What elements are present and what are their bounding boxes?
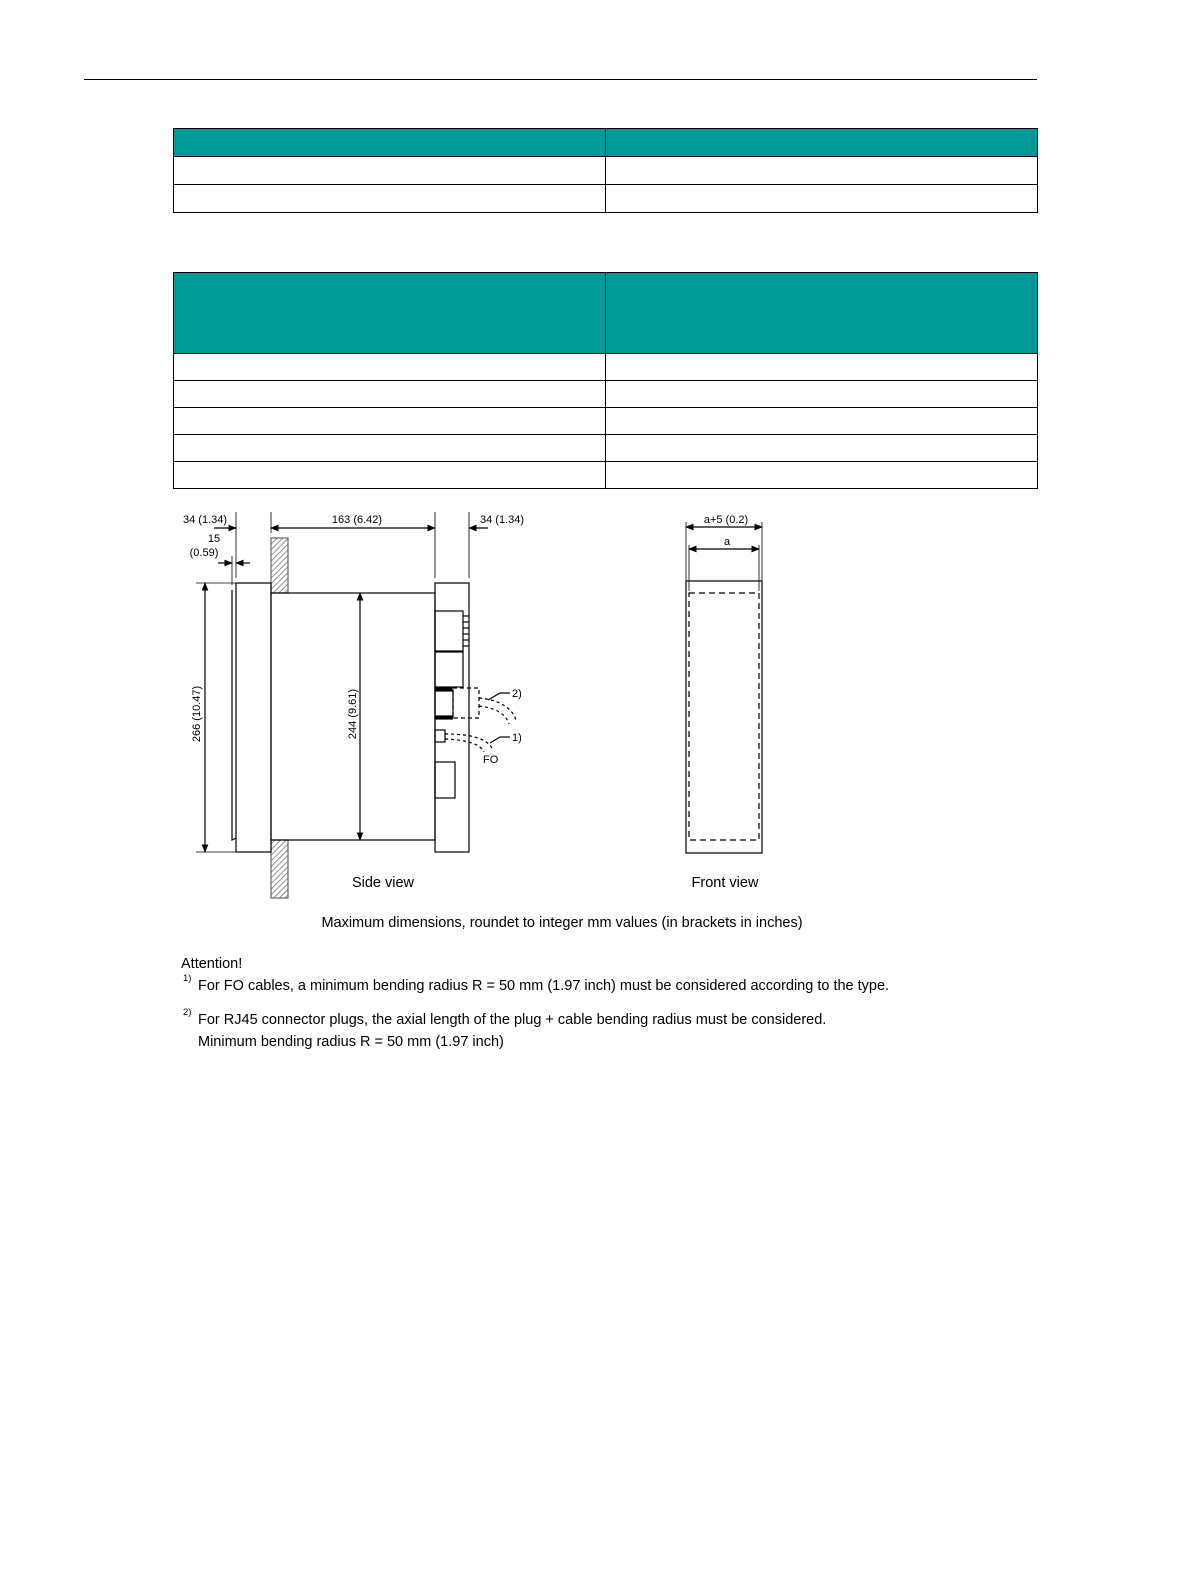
dim-label-front-inner: a	[723, 536, 731, 548]
callout-leader-2	[488, 693, 500, 700]
front-view-label: Front view	[691, 875, 759, 891]
terminal-module	[435, 762, 455, 798]
note-2-marker: 2)	[183, 1007, 192, 1018]
dim-label-height-inner: 244 (9.61)	[347, 688, 359, 740]
front-view	[686, 522, 762, 853]
notes-block	[181, 953, 889, 1053]
terminal-module	[435, 652, 463, 687]
panel-cutout-outer	[686, 581, 762, 853]
dim-label-middle: 163 (6.42)	[331, 514, 383, 526]
note-1	[181, 975, 889, 997]
dim-label-height-outer: 266 (10.47)	[191, 685, 203, 743]
panel-wall-bottom	[271, 840, 288, 898]
rj45-plug-outline	[453, 688, 479, 718]
dim-label-small-a: 15	[207, 533, 221, 545]
side-view-label: Side view	[351, 875, 415, 891]
panel-wall-top	[271, 538, 288, 593]
panel-cutout-inner	[689, 593, 759, 840]
dim-label-front-outer: a+5 (0.2)	[703, 514, 749, 526]
rj45-port	[435, 690, 453, 718]
fo-port	[435, 730, 445, 742]
note-1-text: For FO cables, a minimum bending radius R = 50 mm (1.97 inch) must be considered according to the type.	[198, 978, 890, 994]
rj45-cable	[479, 698, 516, 720]
figure-caption: Maximum dimensions, roundet to integer mm values (in brackets in inches)	[321, 915, 803, 931]
fo-label: FO	[483, 754, 499, 766]
attention-heading: Attention!	[181, 956, 243, 972]
front-bezel	[236, 583, 271, 852]
note-1-marker: 1)	[183, 973, 192, 984]
dim-label-small-b: (0.59)	[189, 547, 219, 559]
note-2	[181, 1009, 889, 1031]
dim-label-right: 34 (1.34)	[479, 514, 525, 526]
dim-label-left: 34 (1.34)	[182, 514, 228, 526]
note-2-text-line2: Minimum bending radius R = 50 mm (1.97 inch)	[198, 1034, 504, 1050]
callout-label-2: 2)	[512, 688, 522, 700]
front-latch	[232, 812, 236, 840]
terminal-module	[435, 611, 463, 651]
note-2-text: For RJ45 connector plugs, the axial length of the plug + cable bending radius must be considered.	[198, 1012, 827, 1028]
callout-label-1: 1)	[512, 732, 522, 744]
note-2-continued	[181, 1031, 889, 1053]
callout-leader-1	[490, 737, 500, 743]
